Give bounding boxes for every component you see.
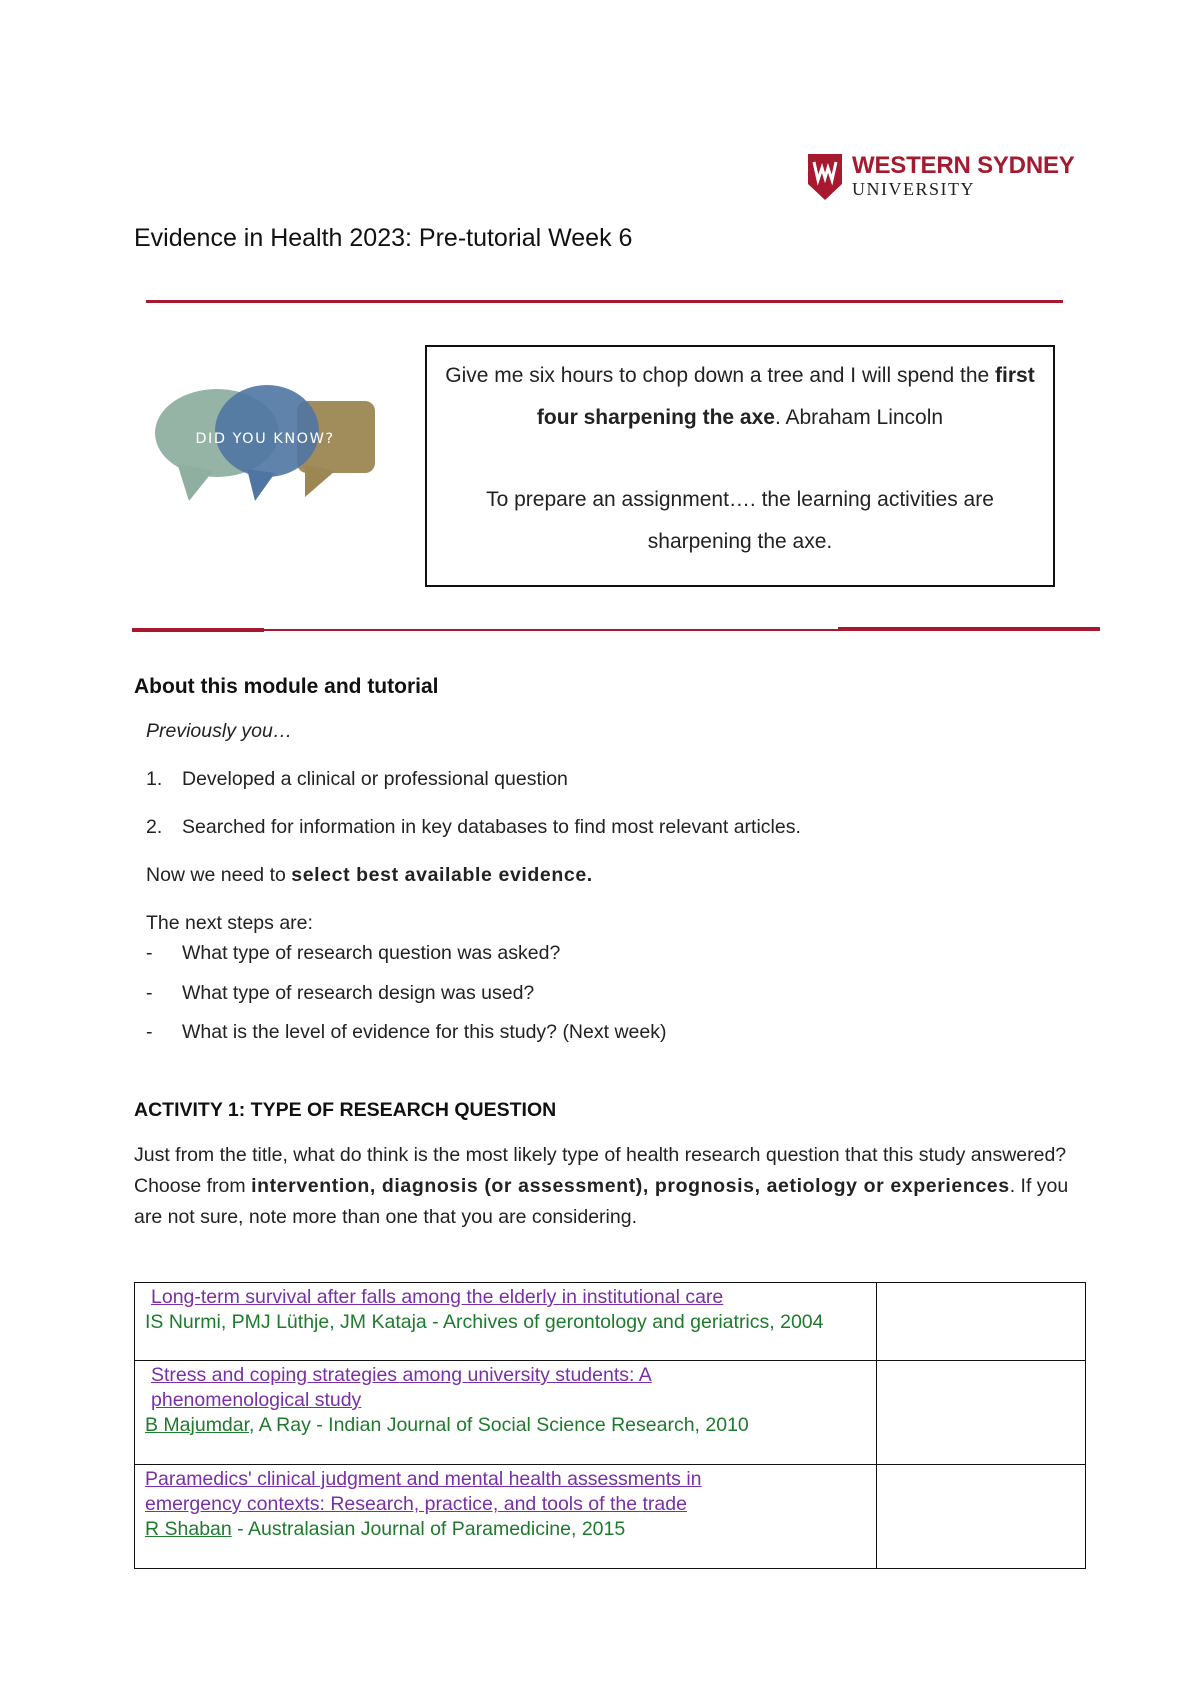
list-item: Searched for information in key databases to find most relevant articles. [182,816,801,838]
previously-text: Previously you… [146,720,293,742]
reference-source: , A Ray - Indian Journal of Social Science Research, 2010 [249,1414,749,1436]
now-bold: select best available evidence. [291,864,593,886]
title-divider [146,300,1063,303]
activity1-text-pre: Just from the title, what do think is the most likely type of health research question that this study answered? Choose from [134,1144,1067,1197]
step-item: What is the level of evidence for this study? (Next week) [182,1021,667,1043]
page-title: Evidence in Health 2023: Pre-tutorial Week 6 [134,224,633,252]
list-item: Developed a clinical or professional question [182,768,568,790]
now-text [146,864,593,887]
activity1-options: intervention, diagnosis (or assessment), prognosis, aetiology or experiences [251,1175,1010,1197]
reference-title-link[interactable]: Long-term survival after falls among the elderly in institutional care [151,1286,724,1308]
quote-divider-left [132,628,264,632]
step-dash: - [146,942,153,964]
references-table [134,1282,1086,1569]
now-pre: Now we need to [146,864,292,886]
answer-cell[interactable] [877,1361,1086,1465]
did-you-know-graphic [155,385,375,503]
reference-cell [135,1465,877,1569]
reference-title-link[interactable]: Paramedics' clinical judgment and mental health assessments in emergency contexts: Research, practice, and tools of the trade [145,1468,702,1515]
step-dash: - [146,982,153,1004]
about-heading: About this module and tutorial [134,675,439,698]
answer-cell[interactable] [877,1283,1086,1361]
activity1-heading: ACTIVITY 1: TYPE OF RESEARCH QUESTION [134,1099,557,1121]
quote-bold: first four sharpening the axe [536,364,1035,429]
list-number: 2. [146,816,163,838]
step-item: What type of research design was used? [182,982,535,1004]
activity1-text-post: . If you are not sure, note more than one that you are considering. [134,1175,1069,1228]
logo-line2: UNIVERSITY [852,179,975,199]
reference-source: IS Nurmi, PMJ Lüthje, JM Kataja - Archives of gerontology and geriatrics, 2004 [145,1311,824,1333]
next-steps-intro: The next steps are: [146,912,313,934]
reference-cell [135,1361,877,1465]
quote-post: . Abraham Lincoln [774,406,944,429]
quote-divider-main [264,629,838,631]
activity1-instructions [134,1140,1094,1233]
quote-box [425,345,1055,587]
table-row [135,1361,1086,1465]
reference-cell [135,1283,877,1361]
quote-pre: Give me six hours to chop down a tree and I will spend the [445,364,996,387]
quote-divider-right [838,627,1100,631]
did-you-know-text: DID YOU KNOW? [195,431,335,447]
quote-line [427,355,1053,439]
list-number: 1. [146,768,163,790]
reference-author-link[interactable]: R Shaban [145,1518,232,1540]
quote-explanation: To prepare an assignment…. the learning activities are sharpening the axe. [486,488,994,553]
reference-source: - Australasian Journal of Paramedicine, 2015 [231,1518,626,1540]
reference-author-link[interactable]: B Majumdar [145,1414,250,1436]
logo-line1: WESTERN SYDNEY [852,152,1075,179]
table-row [135,1465,1086,1569]
step-dash: - [146,1021,153,1043]
answer-cell[interactable] [877,1465,1086,1569]
table-row [135,1283,1086,1361]
university-shield-icon [808,154,842,200]
reference-title-link[interactable]: Stress and coping strategies among university students: A phenomenological study [151,1364,652,1411]
university-logo [808,154,1075,200]
step-item: What type of research question was asked? [182,942,561,964]
